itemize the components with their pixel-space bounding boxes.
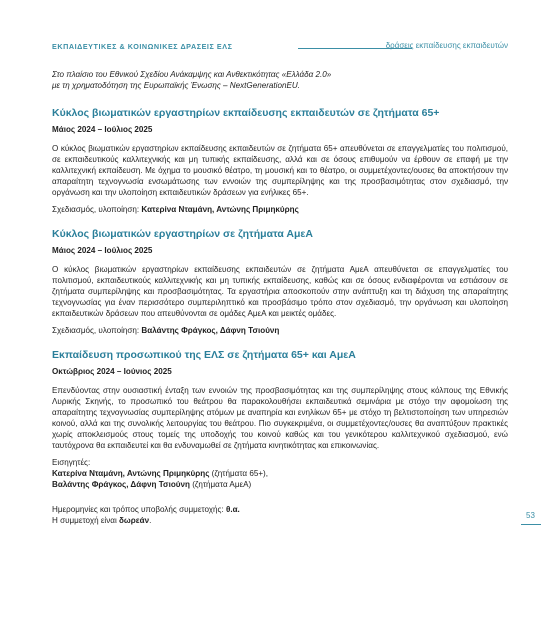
section-amea-workshops bbox=[52, 228, 508, 336]
page-content bbox=[52, 70, 508, 539]
free-line bbox=[52, 515, 508, 526]
speaker-note: (ζητήματα 65+), bbox=[209, 468, 268, 478]
credit-names: Βαλάντης Φράγκος, Δάφνη Τσιούνη bbox=[141, 325, 280, 335]
section-65plus-workshops bbox=[52, 107, 508, 215]
dates-value: θ.α. bbox=[225, 504, 240, 514]
section-body: Ο κύκλος βιωματικών εργαστηρίων εκπαίδευσης εκπαιδευτών σε ζητήματα 65+ απευθύνεται σε επαγγελματίες του πολιτισμού, σε εκπαιδευτικούς καλλιτεχνικής και μη τυπικής εκπαίδευσης, αλλά και σε όσους επιθυμούν να έρθουν σε επαφή με την καλλιτεχνική εκπαίδευση. Με όχημα το μουσικό θέατρο, τη μουσική και το θέατρο, οι συμμετέχοντες/ουσες θα αποκτήσουν την απαραίτητη τεχνογνωσία ενσωμάτωσης των εννοιών της συμπερίληψης και της προσβασιμότητας στον σχεδιασμό, την οργάνωση και την υλοποίηση εκπαιδευτικών δράσεων για ενήλικες 65+. bbox=[52, 143, 508, 197]
section-title: Κύκλος βιωματικών εργαστηρίων σε ζητήματα ΑμεΑ bbox=[52, 227, 313, 240]
intro-paragraph bbox=[52, 70, 508, 92]
section-title: Κύκλος βιωματικών εργαστηρίων εκπαίδευσης εκπαιδευτών σε ζητήματα 65+ bbox=[52, 106, 440, 119]
free-end: . bbox=[149, 515, 152, 525]
credit-label: Σχεδιασμός, υλοποίηση: bbox=[52, 325, 142, 335]
free-label: Η συμμετοχή είναι bbox=[52, 515, 119, 525]
speaker-names: Βαλάντης Φράγκος, Δάφνη Τσιούνη bbox=[52, 479, 190, 489]
speakers-label: Εισηγητές: bbox=[52, 457, 91, 467]
page-number-rule bbox=[521, 524, 541, 525]
section-date: Οκτώβριος 2024 – Ιούνιος 2025 bbox=[52, 366, 172, 376]
dates-line bbox=[52, 504, 508, 515]
credit-label: Σχεδιασμός, υλοποίηση: bbox=[52, 204, 142, 214]
credit-names: Κατερίνα Νταμάνη, Αντώνης Πριμηκύρης bbox=[141, 204, 299, 214]
section-title: Εκπαίδευση προσωπικού της ΕΛΣ σε ζητήματα 65+ και ΑμεΑ bbox=[52, 348, 356, 361]
speaker-group-2 bbox=[52, 479, 508, 490]
intro-line-1: Στο πλαίσιο του Εθνικού Σχεδίου Ανάκαμψης και Ανθεκτικότητας «Ελλάδα 2.0» bbox=[52, 70, 332, 79]
free-value: δωρεάν bbox=[119, 515, 150, 525]
running-header bbox=[52, 42, 508, 56]
section-body: Επενδύοντας στην ουσιαστική ένταξη των εννοιών της προσβασιμότητας και της συμπερίληψης στους κόλπους της Εθνικής Λυρικής Σκηνής, το προσωπικό του θεάτρου θα παρακολουθήσει εκπαιδευτικά σεμινάρια με στόχο την αφομοίωση της απαραίτητης τεχνογνωσίας συμπερίληψης ατόμων με αναπηρία και ενηλίκων 65+ με στόχο τη βελτιστοποίηση των υπηρεσιών κοινού, αλλά και της συνολικής λειτουργίας του θεάτρου. Πιο συγκεκριμένα, οι συμμετέχοντες/ουσες θα αναπτύξουν πρακτικές χωρίς αποκλεισμούς στους τομείς της υποδοχής του κοινού καθώς και του γενικότερου καλλιτεχνικού σχεδιασμού, ενώ ταυτόχρονα θα εκπαιδευτεί και θα ενδυναμωθεί σε ζητήματα κινητικότητας και επικοινωνίας. bbox=[52, 385, 508, 450]
section-staff-training bbox=[52, 349, 508, 490]
participation-info bbox=[52, 504, 508, 526]
section-date: Μάιος 2024 – Ιούλιος 2025 bbox=[52, 245, 153, 255]
dates-label: Ημερομηνίες και τρόπος υποβολής συμμετοχής: bbox=[52, 504, 226, 514]
section-date: Μάιος 2024 – Ιούλιος 2025 bbox=[52, 124, 153, 134]
header-chapter-title: δράσεις εκπαίδευσης εκπαιδευτών bbox=[385, 41, 508, 50]
section-body: Ο κύκλος βιωματικών εργαστηρίων εκπαίδευσης εκπαιδευτών σε ζητήματα ΑμεΑ απευθύνεται σε επαγγελματίες του πολιτισμού, εκπαιδευτικούς καλλιτεχνικής και μη τυπικής εκπαίδευσης, καθώς και σε όσους ενδιαφέρονται να εστιάσουν σε ζητήματα συμπερίληψης και προσβασιμότητας. Τα εργαστήρια αποσκοπούν στην ανάπτυξη και τη διάχυση της απαραίτητης τεχνογνωσίας για έναν περισσότερο συμπεριληπτικό και προσβάσιμο τρόπο στον σχεδιασμό, την οργάνωση και υλοποίηση εκπαιδευτικών δράσεων που απευθύνονται σε ομάδες ΑμεΑ και μεικτές ομάδες. bbox=[52, 264, 508, 318]
section-speakers bbox=[52, 457, 508, 490]
speaker-note: (ζητήματα ΑμεΑ) bbox=[189, 479, 252, 489]
intro-line-2: με τη χρηματοδότηση της Ευρωπαϊκής Ένωσης – NextGenerationEU. bbox=[52, 80, 300, 90]
section-credit bbox=[52, 204, 508, 215]
page-number: 53 bbox=[526, 511, 535, 520]
speaker-group-1 bbox=[52, 468, 508, 479]
header-section-title: ΕΚΠΑΙΔΕΥΤΙΚΕΣ & ΚΟΙΝΩΝΙΚΕΣ ΔΡΑΣΕΙΣ ΕΛΣ bbox=[52, 42, 233, 51]
section-credit bbox=[52, 325, 508, 336]
speaker-names: Κατερίνα Νταμάνη, Αντώνης Πριμηκύρης bbox=[52, 468, 210, 478]
